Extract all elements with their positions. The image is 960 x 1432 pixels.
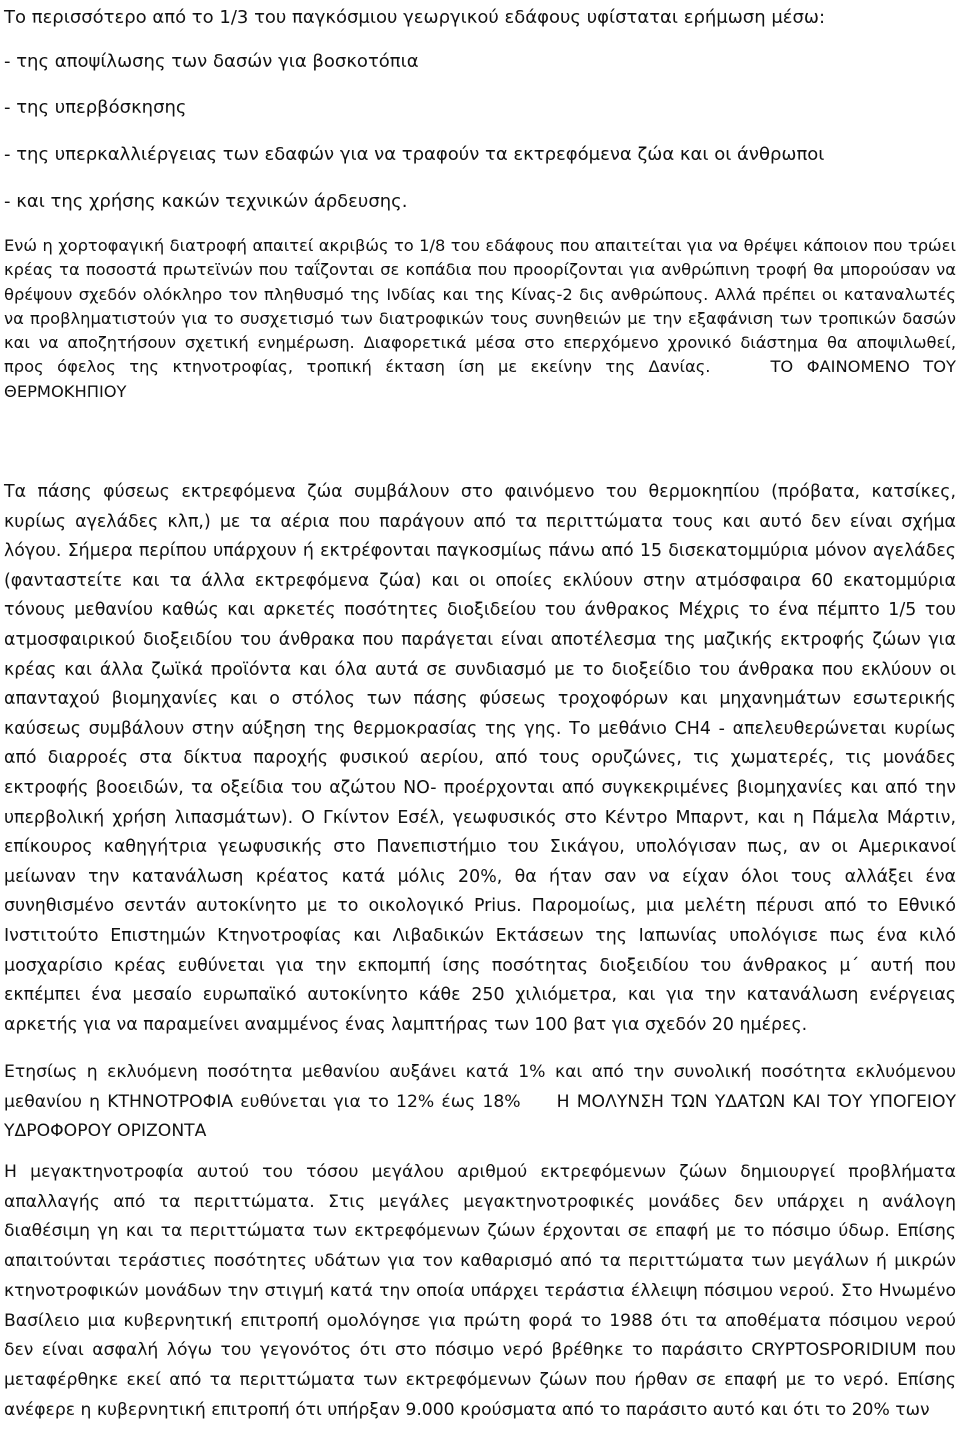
- paragraph-diet-text: Ενώ η χορτοφαγική διατροφή απαιτεί ακριβώς το 1/8 του εδάφους που απαιτείται για να θρέψει κάποιον που τρώει κρέας τα ποσοστά πρωτεϊνών που ταΐζονται σε κοπάδια που προορίζονται για ανθρώπινη τροφή θα μπορούσαν να θρέψουν σχεδόν ολόκληρο τον πληθυσμό της Ινδίας και της Κίνας-2 δις ανθρώπους. Αλλά πρέπει οι καταναλωτές να προβληματιστούν για το συσχετισμό των διατροφικών τους συνηθειών με την εξαφάνιση των τροπικών δασών και να αποζητήσουν σχετική ενημέρωση. Διαφορετικά μέσα στο επερχόμενο χρονικό διάστημα θα αποψιλωθεί, προς όφελος της κτηνοτροφίας, τροπική έκταση ίση με εκείνην της Δανίας.: [4, 236, 956, 377]
- paragraph-methane-text: Ετησίως η εκλυόμενη ποσότητα μεθανίου αυξάνει κατά 1% και από την συνολική ποσότητα εκλυόμενου μεθανίου η ΚΤΗΝΟΤΡΟΦΙΑ ευθύνεται για το 12% έως 18%: [4, 1062, 956, 1112]
- paragraph-water: Η μεγακτηνοτροφία αυτού του τόσου μεγάλου αριθμού εκτρεφόμενων ζώων δημιουργεί προβλήματα απαλλαγής από τα περιττώματα. Στις μεγάλες μεγακτηνοτροφικές μονάδες δεν υπάρχει η ανάλογη διαθέσιμη γη και τα περιττώματα των εκτρεφόμενων ζώων έρχονται σε επαφή με το πόσιμο ύδωρ. Επίσης απαιτούνται τεράστιες ποσότητες υδάτων για τον καθαρισμό από τα περιττώματα των μεγάλων ή μικρών κτηνοτροφικών μονάδων την στιγμή κατά την οποία υπάρχει τεράστια έλλειψη πόσιμου νερού. Στο Ηνωμένο Βασίλειο μια κυβερνητική επιτροπή ομολόγησε για πρώτη φορά το 1988 ότι τα αποθέματα πόσιμου νερού δεν είναι ασφαλή λόγω του γεγονότος ότι στο πόσιμο νερό βρέθηκε το παράσιτο CRYPTOSPORIDIUM που μεταφέρθηκε εκεί από τα περιττώματα των εκτρεφόμενων ζώων που ήρθαν σε επαφή με το νερό. Επίσης ανέφερε η κυβερνητική επιτροπή ότι υπήρξαν 9.000 κρούσματα από το παράσιτο αυτό και ότι το 20% των: [4, 1162, 956, 1420]
- intro-list-item: - της υπερκαλλιέργειας των εδαφών για να τραφούν τα εκτρεφόμενα ζώα και οι άνθρωποι: [4, 144, 825, 165]
- intro-list-item: - της αποψίλωσης των δασών για βοσκοτόπια: [4, 51, 419, 72]
- paragraph-methane: [4, 1058, 956, 1147]
- paragraph-greenhouse: Τα πάσης φύσεως εκτρεφόμενα ζώα συμβάλουν στο φαινόμενο του θερμοκηπίου (πρόβατα, κατσίκες, κυρίως αγελάδες κλπ,) με τα αέρια που παράγουν από τα περιττώματα τους και αυτό δεν είναι σχήμα λόγου. Σήμερα περίπου υπάρχουν ή εκτρέφονται παγκοσμίως πάνω από 15 δισεκατομμύρια μόνον αγελάδες (φανταστείτε και τα άλλα εκτρεφόμενα ζώα) και οι οποίες εκλύουν στην ατμόσφαιρα 60 εκατομμύρια τόνους μεθανίου καθώς και αρκετές ποσότητες διοξιδείου του άνθρακος Μέχρις το ένα πέμπτο 1/5 του ατμοσφαιρικού διοξειδίου του άνθρακα που παράγεται είναι αποτέλεσμα της μαζικής εκτροφής ζώων για κρέας και άλλα ζωϊκά προϊόντα και όλα αυτά σε συνδιασμό με το διοξείδιο του άνθρακα που εκλύουν οι απανταχού βιομηχανίες και ο στόλος των πάσης φύσεως τροχοφόρων και μηχανημάτων εσωτερικής καύσεως συμβάλουν στην αύξηση της θερμοκρασίας της γης. Το μεθάνιο CH4 - απελευθερώνεται κυρίως από διαρροές στα δίκτυα παροχής φυσικού αερίου, από τους ορυζώνες, τις χωματερές, τις μονάδες εκτροφής βοοειδών, τα οξείδια του αζώτου NO- προέρχονται από συγκεκριμένες βιομηχανίες και από την υπερβολική χρήση λιπασμάτων). Ο Γκίντον Εσέλ, γεωφυσικός στο Κέντρο Μπαρντ, και η Πάμελα Μάρτιν, επίκουρος καθηγήτρια γεωφυσικής στο Πανεπιστήμιο του Σικάγου, υπολόγισαν πως, αν οι Αμερικανοί μείωναν την κατανάλωση κρέατος κατά μόλις 20%, θα ήταν σαν να είχαν όλοι τους αλλάξει ένα συνηθισμένο σεντάν αυτοκίνητο με το οικολογικό Prius. Παρομοίως, μια μελέτη πέρυσι από το Εθνικό Ινστιτούτο Επιστημών Κτηνοτροφίας και Λιβαδικών Εκτάσεων της Ιαπωνίας υπολόγισε πως ένα κιλό μοσχαρίσιο κρέας ευθύνεται για την εκπομπή ίσης ποσότητας διοξειδίου του άνθρακος μ΄ αυτή που εκπέμπει ένα μεσαίο ευρωπαϊκό αυτοκίνητο κάθε 250 χιλιόμετρα, και για την κατανάλωση ενέργειας αρκετής για να παραμείνει αναμμένος ένας λαμπτήρας των 100 βατ για σχεδόν 20 ημέρες.: [4, 482, 956, 1035]
- intro-list-item: - και της χρήσης κακών τεχνικών άρδευσης.: [4, 191, 408, 212]
- section-heading-water-pollution: Η ΜΟΛΥΝΣΗ ΤΩΝ ΥΔΑΤΩΝ ΚΑΙ ΤΟΥ ΥΠΟΓΕΙΟΥ ΥΔΡΟΦΟΡΟΥ ΟΡΙΖΟΝΤΑ: [4, 1091, 957, 1142]
- intro-lead: Το περισσότερο από το 1/3 του παγκόσμιου γεωργικού εδάφους υφίσταται ερήμωση μέσω:: [4, 7, 826, 28]
- paragraph-diet: [4, 234, 956, 404]
- section-heading-greenhouse: ΤΟ ΦΑΙΝΟΜΕΝΟ ΤΟΥ ΘΕΡΜΟΚΗΠΙΟΥ: [4, 357, 956, 401]
- intro-list-item: - της υπερβόσκησης: [4, 97, 187, 118]
